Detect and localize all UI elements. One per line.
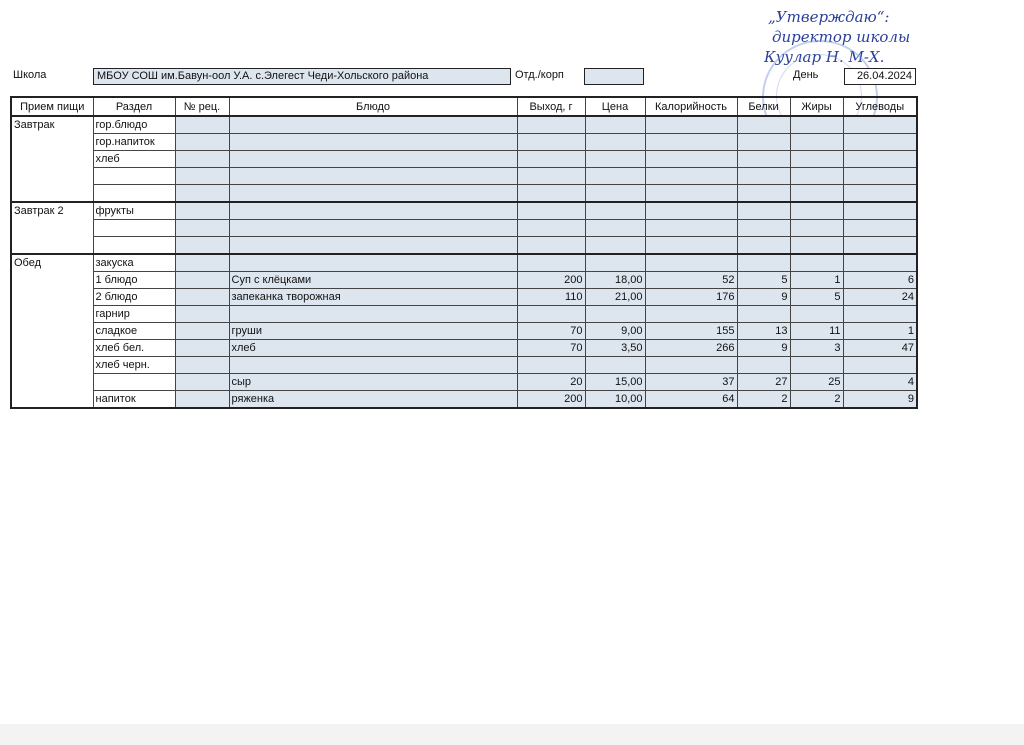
row-price[interactable] bbox=[585, 237, 645, 255]
row-protein[interactable] bbox=[737, 134, 790, 151]
col-header-section: Раздел bbox=[93, 97, 175, 116]
row-section[interactable] bbox=[93, 374, 175, 391]
table-row bbox=[11, 202, 917, 220]
row-section[interactable]: хлеб bbox=[93, 151, 175, 168]
dept-label: Отд./корп bbox=[515, 69, 564, 81]
row-carbs[interactable] bbox=[843, 220, 917, 237]
row-calories[interactable]: 52 bbox=[645, 272, 737, 289]
row-fat[interactable]: 5 bbox=[790, 289, 843, 306]
row-price[interactable]: 15,00 bbox=[585, 374, 645, 391]
row-output[interactable] bbox=[517, 254, 585, 272]
col-header-recipe: № рец. bbox=[175, 97, 229, 116]
school-field[interactable]: МБОУ СОШ им.Бавун-оол У.А. с.Элегест Чеди-Хольского района bbox=[93, 68, 511, 85]
row-carbs[interactable]: 9 bbox=[843, 391, 917, 409]
row-protein[interactable] bbox=[737, 202, 790, 220]
row-protein[interactable] bbox=[737, 185, 790, 203]
table-row bbox=[11, 168, 917, 185]
row-carbs[interactable]: 6 bbox=[843, 272, 917, 289]
row-section[interactable]: хлеб черн. bbox=[93, 357, 175, 374]
row-fat[interactable]: 2 bbox=[790, 391, 843, 409]
row-carbs[interactable]: 4 bbox=[843, 374, 917, 391]
row-protein[interactable] bbox=[737, 151, 790, 168]
row-section[interactable] bbox=[93, 185, 175, 203]
table-row bbox=[11, 151, 917, 168]
row-protein[interactable] bbox=[737, 168, 790, 185]
row-fat[interactable]: 25 bbox=[790, 374, 843, 391]
row-calories[interactable] bbox=[645, 306, 737, 323]
table-row bbox=[11, 185, 917, 203]
table-row bbox=[11, 323, 917, 340]
row-protein[interactable] bbox=[737, 306, 790, 323]
row-dish[interactable]: Суп с клёцками bbox=[229, 272, 517, 289]
row-output[interactable] bbox=[517, 168, 585, 185]
row-recipe[interactable] bbox=[175, 151, 229, 168]
row-section[interactable] bbox=[93, 237, 175, 255]
row-dish[interactable] bbox=[229, 168, 517, 185]
row-calories[interactable] bbox=[645, 185, 737, 203]
row-calories[interactable]: 155 bbox=[645, 323, 737, 340]
approval-line-2: директор школы bbox=[772, 28, 911, 46]
row-section[interactable]: гарнир bbox=[93, 306, 175, 323]
table-row bbox=[11, 116, 917, 134]
row-price[interactable]: 3,50 bbox=[585, 340, 645, 357]
scan-edge bbox=[0, 724, 1024, 745]
row-section[interactable] bbox=[93, 168, 175, 185]
table-row bbox=[11, 134, 917, 151]
row-price[interactable] bbox=[585, 202, 645, 220]
row-output[interactable]: 110 bbox=[517, 289, 585, 306]
row-dish[interactable] bbox=[229, 185, 517, 203]
row-recipe[interactable] bbox=[175, 357, 229, 374]
row-calories[interactable]: 266 bbox=[645, 340, 737, 357]
row-meal: Завтрак 2 bbox=[11, 202, 93, 254]
table-row bbox=[11, 254, 917, 272]
row-price[interactable] bbox=[585, 220, 645, 237]
row-section[interactable]: хлеб бел. bbox=[93, 340, 175, 357]
row-section[interactable]: сладкое bbox=[93, 323, 175, 340]
row-protein[interactable]: 2 bbox=[737, 391, 790, 409]
row-section[interactable]: фрукты bbox=[93, 202, 175, 220]
row-carbs[interactable] bbox=[843, 168, 917, 185]
row-dish[interactable]: груши bbox=[229, 323, 517, 340]
table-row bbox=[11, 306, 917, 323]
day-label: День bbox=[793, 69, 819, 81]
row-output[interactable]: 70 bbox=[517, 340, 585, 357]
row-price[interactable] bbox=[585, 357, 645, 374]
row-carbs[interactable] bbox=[843, 185, 917, 203]
row-price[interactable] bbox=[585, 151, 645, 168]
row-dish[interactable] bbox=[229, 134, 517, 151]
row-dish[interactable]: сыр bbox=[229, 374, 517, 391]
row-dish[interactable] bbox=[229, 357, 517, 374]
row-calories[interactable] bbox=[645, 254, 737, 272]
row-calories[interactable] bbox=[645, 202, 737, 220]
row-price[interactable] bbox=[585, 116, 645, 134]
row-calories[interactable]: 176 bbox=[645, 289, 737, 306]
menu-body bbox=[11, 116, 917, 408]
row-recipe[interactable] bbox=[175, 272, 229, 289]
row-dish[interactable] bbox=[229, 151, 517, 168]
col-header-dish: Блюдо bbox=[229, 97, 517, 116]
row-fat[interactable] bbox=[790, 202, 843, 220]
row-dish[interactable] bbox=[229, 116, 517, 134]
row-recipe[interactable] bbox=[175, 116, 229, 134]
school-label: Школа bbox=[13, 69, 47, 81]
row-calories[interactable] bbox=[645, 237, 737, 255]
row-dish[interactable] bbox=[229, 306, 517, 323]
row-protein[interactable] bbox=[737, 357, 790, 374]
approval-line-3: Куулар Н. М-Х. bbox=[764, 48, 885, 66]
row-price[interactable] bbox=[585, 134, 645, 151]
row-price[interactable] bbox=[585, 306, 645, 323]
col-header-meal: Прием пищи bbox=[11, 97, 93, 116]
row-calories[interactable] bbox=[645, 220, 737, 237]
row-section[interactable] bbox=[93, 220, 175, 237]
row-price[interactable] bbox=[585, 185, 645, 203]
col-header-calories: Калорийность bbox=[645, 97, 737, 116]
row-carbs[interactable] bbox=[843, 202, 917, 220]
row-fat[interactable]: 3 bbox=[790, 340, 843, 357]
row-recipe[interactable] bbox=[175, 306, 229, 323]
row-recipe[interactable] bbox=[175, 237, 229, 255]
table-row bbox=[11, 357, 917, 374]
row-section[interactable]: гор.напиток bbox=[93, 134, 175, 151]
row-carbs[interactable] bbox=[843, 237, 917, 255]
row-output[interactable]: 200 bbox=[517, 391, 585, 409]
dept-field[interactable] bbox=[584, 68, 644, 85]
row-recipe[interactable] bbox=[175, 185, 229, 203]
row-output[interactable] bbox=[517, 202, 585, 220]
day-field[interactable]: 26.04.2024 bbox=[844, 68, 916, 85]
row-recipe[interactable] bbox=[175, 340, 229, 357]
row-fat[interactable]: 11 bbox=[790, 323, 843, 340]
row-protein[interactable] bbox=[737, 116, 790, 134]
row-section[interactable]: напиток bbox=[93, 391, 175, 409]
table-row bbox=[11, 272, 917, 289]
row-output[interactable] bbox=[517, 237, 585, 255]
row-carbs[interactable]: 24 bbox=[843, 289, 917, 306]
row-recipe[interactable] bbox=[175, 254, 229, 272]
row-dish[interactable] bbox=[229, 202, 517, 220]
row-section[interactable]: гор.блюдо bbox=[93, 116, 175, 134]
row-meal: Обед bbox=[11, 254, 93, 408]
row-fat[interactable] bbox=[790, 237, 843, 255]
row-calories[interactable] bbox=[645, 134, 737, 151]
row-recipe[interactable] bbox=[175, 168, 229, 185]
row-fat[interactable] bbox=[790, 220, 843, 237]
row-section[interactable]: 1 блюдо bbox=[93, 272, 175, 289]
row-dish[interactable]: ряженка bbox=[229, 391, 517, 409]
row-recipe[interactable] bbox=[175, 134, 229, 151]
row-recipe[interactable] bbox=[175, 374, 229, 391]
row-protein[interactable]: 9 bbox=[737, 340, 790, 357]
row-output[interactable]: 20 bbox=[517, 374, 585, 391]
table-row bbox=[11, 289, 917, 306]
row-output[interactable] bbox=[517, 220, 585, 237]
row-protein[interactable]: 9 bbox=[737, 289, 790, 306]
table-row bbox=[11, 220, 917, 237]
row-carbs[interactable]: 1 bbox=[843, 323, 917, 340]
row-protein[interactable]: 13 bbox=[737, 323, 790, 340]
row-output[interactable] bbox=[517, 185, 585, 203]
row-carbs[interactable] bbox=[843, 306, 917, 323]
table-row bbox=[11, 391, 917, 409]
row-meal: Завтрак bbox=[11, 116, 93, 202]
row-fat[interactable] bbox=[790, 357, 843, 374]
row-price[interactable]: 10,00 bbox=[585, 391, 645, 409]
row-calories[interactable] bbox=[645, 168, 737, 185]
row-recipe[interactable] bbox=[175, 289, 229, 306]
row-carbs[interactable] bbox=[843, 116, 917, 134]
table-row bbox=[11, 374, 917, 391]
row-section[interactable]: закуска bbox=[93, 254, 175, 272]
row-output[interactable]: 200 bbox=[517, 272, 585, 289]
col-header-protein: Белки bbox=[737, 97, 790, 116]
row-fat[interactable] bbox=[790, 134, 843, 151]
menu-table bbox=[10, 96, 918, 409]
row-recipe[interactable] bbox=[175, 220, 229, 237]
row-recipe[interactable] bbox=[175, 323, 229, 340]
row-output[interactable] bbox=[517, 134, 585, 151]
row-price[interactable]: 21,00 bbox=[585, 289, 645, 306]
approval-line-1: „Утверждаю“: bbox=[768, 8, 890, 26]
row-protein[interactable] bbox=[737, 220, 790, 237]
row-output[interactable] bbox=[517, 306, 585, 323]
row-calories[interactable] bbox=[645, 116, 737, 134]
row-price[interactable] bbox=[585, 254, 645, 272]
col-header-carbs: Углеводы bbox=[843, 97, 917, 116]
col-header-fat: Жиры bbox=[790, 97, 843, 116]
row-fat[interactable] bbox=[790, 185, 843, 203]
row-fat[interactable] bbox=[790, 116, 843, 134]
table-header-row bbox=[11, 97, 917, 116]
row-fat[interactable]: 1 bbox=[790, 272, 843, 289]
row-output[interactable] bbox=[517, 116, 585, 134]
row-output[interactable] bbox=[517, 151, 585, 168]
row-calories[interactable] bbox=[645, 357, 737, 374]
table-row bbox=[11, 237, 917, 255]
row-fat[interactable] bbox=[790, 151, 843, 168]
row-price[interactable]: 18,00 bbox=[585, 272, 645, 289]
row-protein[interactable]: 5 bbox=[737, 272, 790, 289]
row-price[interactable] bbox=[585, 168, 645, 185]
row-protein[interactable] bbox=[737, 237, 790, 255]
row-price[interactable]: 9,00 bbox=[585, 323, 645, 340]
row-dish[interactable] bbox=[229, 254, 517, 272]
row-recipe[interactable] bbox=[175, 391, 229, 409]
row-calories[interactable] bbox=[645, 151, 737, 168]
row-carbs[interactable] bbox=[843, 357, 917, 374]
col-header-output: Выход, г bbox=[517, 97, 585, 116]
row-output[interactable] bbox=[517, 357, 585, 374]
row-carbs[interactable] bbox=[843, 254, 917, 272]
row-fat[interactable] bbox=[790, 306, 843, 323]
col-header-price: Цена bbox=[585, 97, 645, 116]
row-carbs[interactable]: 47 bbox=[843, 340, 917, 357]
row-dish[interactable] bbox=[229, 237, 517, 255]
row-dish[interactable] bbox=[229, 220, 517, 237]
table-row bbox=[11, 340, 917, 357]
row-section[interactable]: 2 блюдо bbox=[93, 289, 175, 306]
row-dish[interactable]: хлеб bbox=[229, 340, 517, 357]
row-output[interactable]: 70 bbox=[517, 323, 585, 340]
row-calories[interactable]: 37 bbox=[645, 374, 737, 391]
row-carbs[interactable] bbox=[843, 151, 917, 168]
row-fat[interactable] bbox=[790, 168, 843, 185]
row-fat[interactable] bbox=[790, 254, 843, 272]
row-carbs[interactable] bbox=[843, 134, 917, 151]
row-protein[interactable] bbox=[737, 254, 790, 272]
row-dish[interactable]: запеканка творожная bbox=[229, 289, 517, 306]
row-recipe[interactable] bbox=[175, 202, 229, 220]
row-calories[interactable]: 64 bbox=[645, 391, 737, 409]
row-protein[interactable]: 27 bbox=[737, 374, 790, 391]
